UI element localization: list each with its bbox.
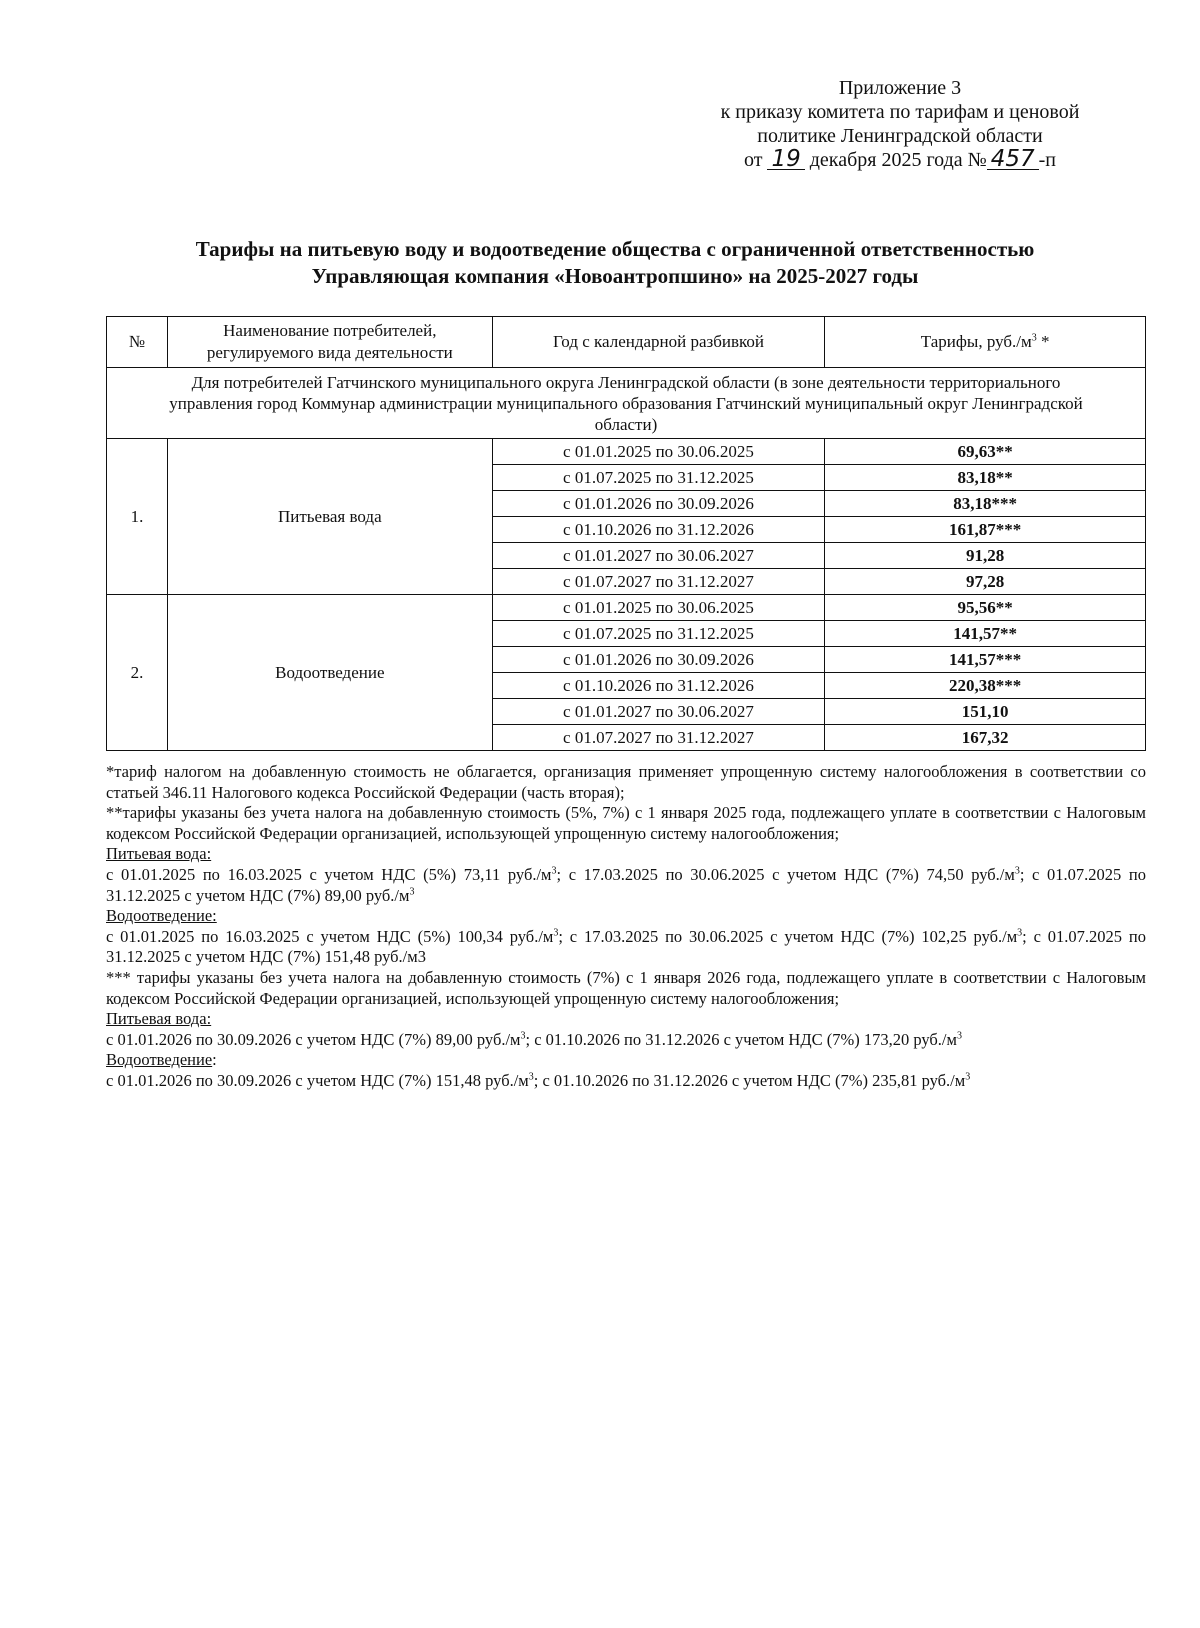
period-cell: с 01.01.2026 по 30.09.2026: [492, 647, 825, 673]
water-label-2026: Питьевая вода:: [106, 1009, 212, 1029]
tariff-cell: 141,57**: [825, 621, 1146, 647]
row-number: 2.: [107, 595, 168, 751]
sewer-label: Водоотведение:: [106, 906, 217, 926]
tariff-cell: 141,57***: [825, 647, 1146, 673]
header-num: №: [107, 317, 168, 368]
service-name: Водоотведение: [167, 595, 492, 751]
period-cell: с 01.01.2025 по 30.06.2025: [492, 439, 825, 465]
period-cell: с 01.01.2025 по 30.06.2025: [492, 595, 825, 621]
sewer-vat-2026: с 01.01.2026 по 30.09.2026 с учетом НДС (7%) 151,48 $руб./м^3$; с 01.10.2026 по 31.12.2026 с учетом НДС (7%) 235,81 $руб./м^3$: [106, 1070, 971, 1090]
table-row: [107, 595, 1146, 621]
appendix-date-line: [660, 148, 1140, 172]
footnotes: *тариф налогом на добавленную стоимость не облагается, организация применяет упрощенную систему налогообложения в соответствии со статьей 346.11 Налогового кодекса Российской Федерации (часть вторая); **тарифы указаны без учета налога на добавленную стоимость (5%, 7%) с 1 января 2025 года, подлежащего уплате в соответствии с Налоговым кодексом Российской Федерации организацией, использующей упрощенную систему налогообложения; Питьевая вода: с 01.01.2025 по 16.03.2025 с учетом НДС (5%) 73,11 $руб./м^3$; с 17.03.2025 по 30.06.2025 с учетом НДС (7%) 74,50 $руб./м^3$; с 01.07.2025 по 31.12.2025 с учетом НДС (7%) 89,00 $руб./м^3$ Водоотведение: с 01.01.2025 по 16.03.2025 с учетом НДС (5%) 100,34 $руб./м^3$; с 17.03.2025 по 30.06.2025 с учетом НДС (7%) 102,25 $руб./м^3$; с 01.07.2025 по 31.12.2025 с учетом НДС (7%) 151,48 руб./м3 *** тарифы указаны без учета налога на добавленную стоимость (7%) с 1 января 2026 года, подлежащего уплате в соответствии с Налоговым кодексом Российской Федерации организацией, использующей упрощенную систему налогообложения; Питьевая вода: с 01.01.2026 по 30.09.2026 с учетом НДС (7%) 89,00 $руб./м^3$; с 01.10.2026 по 31.12.2026 с учетом НДС (7%) 173,20 $руб./м^3$ Водоотведение: с 01.01.2026 по 30.09.2026 с учетом НДС (7%) 151,48 $руб./м^3$; с 01.10.2026 по 31.12.2026 с учетом НДС (7%) 235,81 $руб./м^3$: [106, 762, 1146, 1090]
period-cell: с 01.01.2027 по 30.06.2027: [492, 543, 825, 569]
date-prefix: от: [743, 149, 763, 171]
tariff-cell: 69,63**: [825, 439, 1146, 465]
title-line2: Управляющая компания «Новоантропшино» на 2025-2027 годы: [311, 264, 919, 288]
tariff-cell: 161,87***: [825, 517, 1146, 543]
period-cell: с 01.10.2026 по 31.12.2026: [492, 517, 825, 543]
tariff-cell: 83,18**: [825, 465, 1146, 491]
service-name: Питьевая вода: [167, 439, 492, 595]
tariff-cell: 97,28: [825, 569, 1146, 595]
header-period: Год с календарной разбивкой: [492, 317, 825, 368]
appendix-header: [660, 76, 1140, 172]
period-cell: с 01.10.2026 по 31.12.2026: [492, 673, 825, 699]
appendix-line3: политике Ленинградской области: [757, 125, 1043, 147]
footnote-1: *тариф налогом на добавленную стоимость не облагается, организация применяет упрощенную систему налогообложения в соответствии со статьей 346.11 Налогового кодекса Российской Федерации (часть вторая);: [106, 762, 1146, 802]
consumer-group-header: Для потребителей Гатчинского муниципального округа Ленинградской области (в зоне деятельности территориального управления город Коммунар администрации муниципального образования Гатчинский муниципальный округ Ленинградской области): [107, 368, 1146, 439]
period-cell: с 01.07.2027 по 31.12.2027: [492, 725, 825, 751]
handwritten-number: 457: [987, 149, 1039, 170]
document-title: [100, 236, 1130, 290]
period-cell: с 01.01.2027 по 30.06.2027: [492, 699, 825, 725]
tariff-table: [106, 316, 1146, 751]
tariff-cell: 91,28: [825, 543, 1146, 569]
title-line1: Тарифы на питьевую воду и водоотведение общества с ограниченной ответственностью: [195, 237, 1035, 261]
header-name: Наименование потребителей, регулируемого вида деятельности: [167, 317, 492, 368]
water-vat-2026: с 01.01.2026 по 30.09.2026 с учетом НДС (7%) 89,00 $руб./м^3$; с 01.10.2026 по 31.12.2026 с учетом НДС (7%) 173,20 $руб./м^3$: [106, 1029, 962, 1049]
period-cell: с 01.01.2026 по 30.09.2026: [492, 491, 825, 517]
group-header-row: [107, 368, 1146, 439]
tariff-cell: 95,56**: [825, 595, 1146, 621]
number-suffix: -п: [1038, 149, 1057, 171]
handwritten-day: 19: [767, 149, 804, 170]
period-cell: с 01.07.2025 по 31.12.2025: [492, 621, 825, 647]
sewer-vat-2025: с 01.01.2025 по 16.03.2025 с учетом НДС (5%) 100,34 $руб./м^3$; с 17.03.2025 по 30.06.2025 с учетом НДС (7%) 102,25 $руб./м^3$; с 01.07.2025 по 31.12.2025 с учетом НДС (7%) 151,48 руб./м3: [106, 926, 1146, 967]
appendix-line1: Приложение 3: [838, 77, 962, 99]
period-cell: с 01.07.2027 по 31.12.2027: [492, 569, 825, 595]
tariff-cell: 167,32: [825, 725, 1146, 751]
table-header-row: [107, 317, 1146, 368]
tariff-cell: 83,18***: [825, 491, 1146, 517]
header-tariff: Тарифы, $руб./м^3$ *: [825, 317, 1146, 368]
tariff-cell: 220,38***: [825, 673, 1146, 699]
date-middle: декабря 2025 года №: [809, 149, 987, 171]
period-cell: с 01.07.2025 по 31.12.2025: [492, 465, 825, 491]
tariff-cell: 151,10: [825, 699, 1146, 725]
footnote-3: *** тарифы указаны без учета налога на добавленную стоимость (7%) с 1 января 2026 года, подлежащего уплате в соответствии с Налоговым кодексом Российской Федерации организацией, использующей упрощенную систему налогообложения;: [106, 967, 1146, 1008]
appendix-line2: к приказу комитета по тарифам и ценовой: [720, 101, 1080, 123]
footnote-2: **тарифы указаны без учета налога на добавленную стоимость (5%, 7%) с 1 января 2025 года, подлежащего уплате в соответствии с Налоговым кодексом Российской Федерации организацией, использующей упрощенную систему налогообложения;: [106, 803, 1146, 843]
sewer-label-2026: Водоотведение: [106, 1050, 213, 1070]
row-number: 1.: [107, 439, 168, 595]
water-vat-2025: с 01.01.2025 по 16.03.2025 с учетом НДС (5%) 73,11 $руб./м^3$; с 17.03.2025 по 30.06.2025 с учетом НДС (7%) 74,50 $руб./м^3$; с 01.07.2025 по 31.12.2025 с учетом НДС (7%) 89,00 $руб./м^3$: [106, 864, 1146, 905]
water-label: Питьевая вода:: [106, 844, 212, 864]
table-row: [107, 439, 1146, 465]
